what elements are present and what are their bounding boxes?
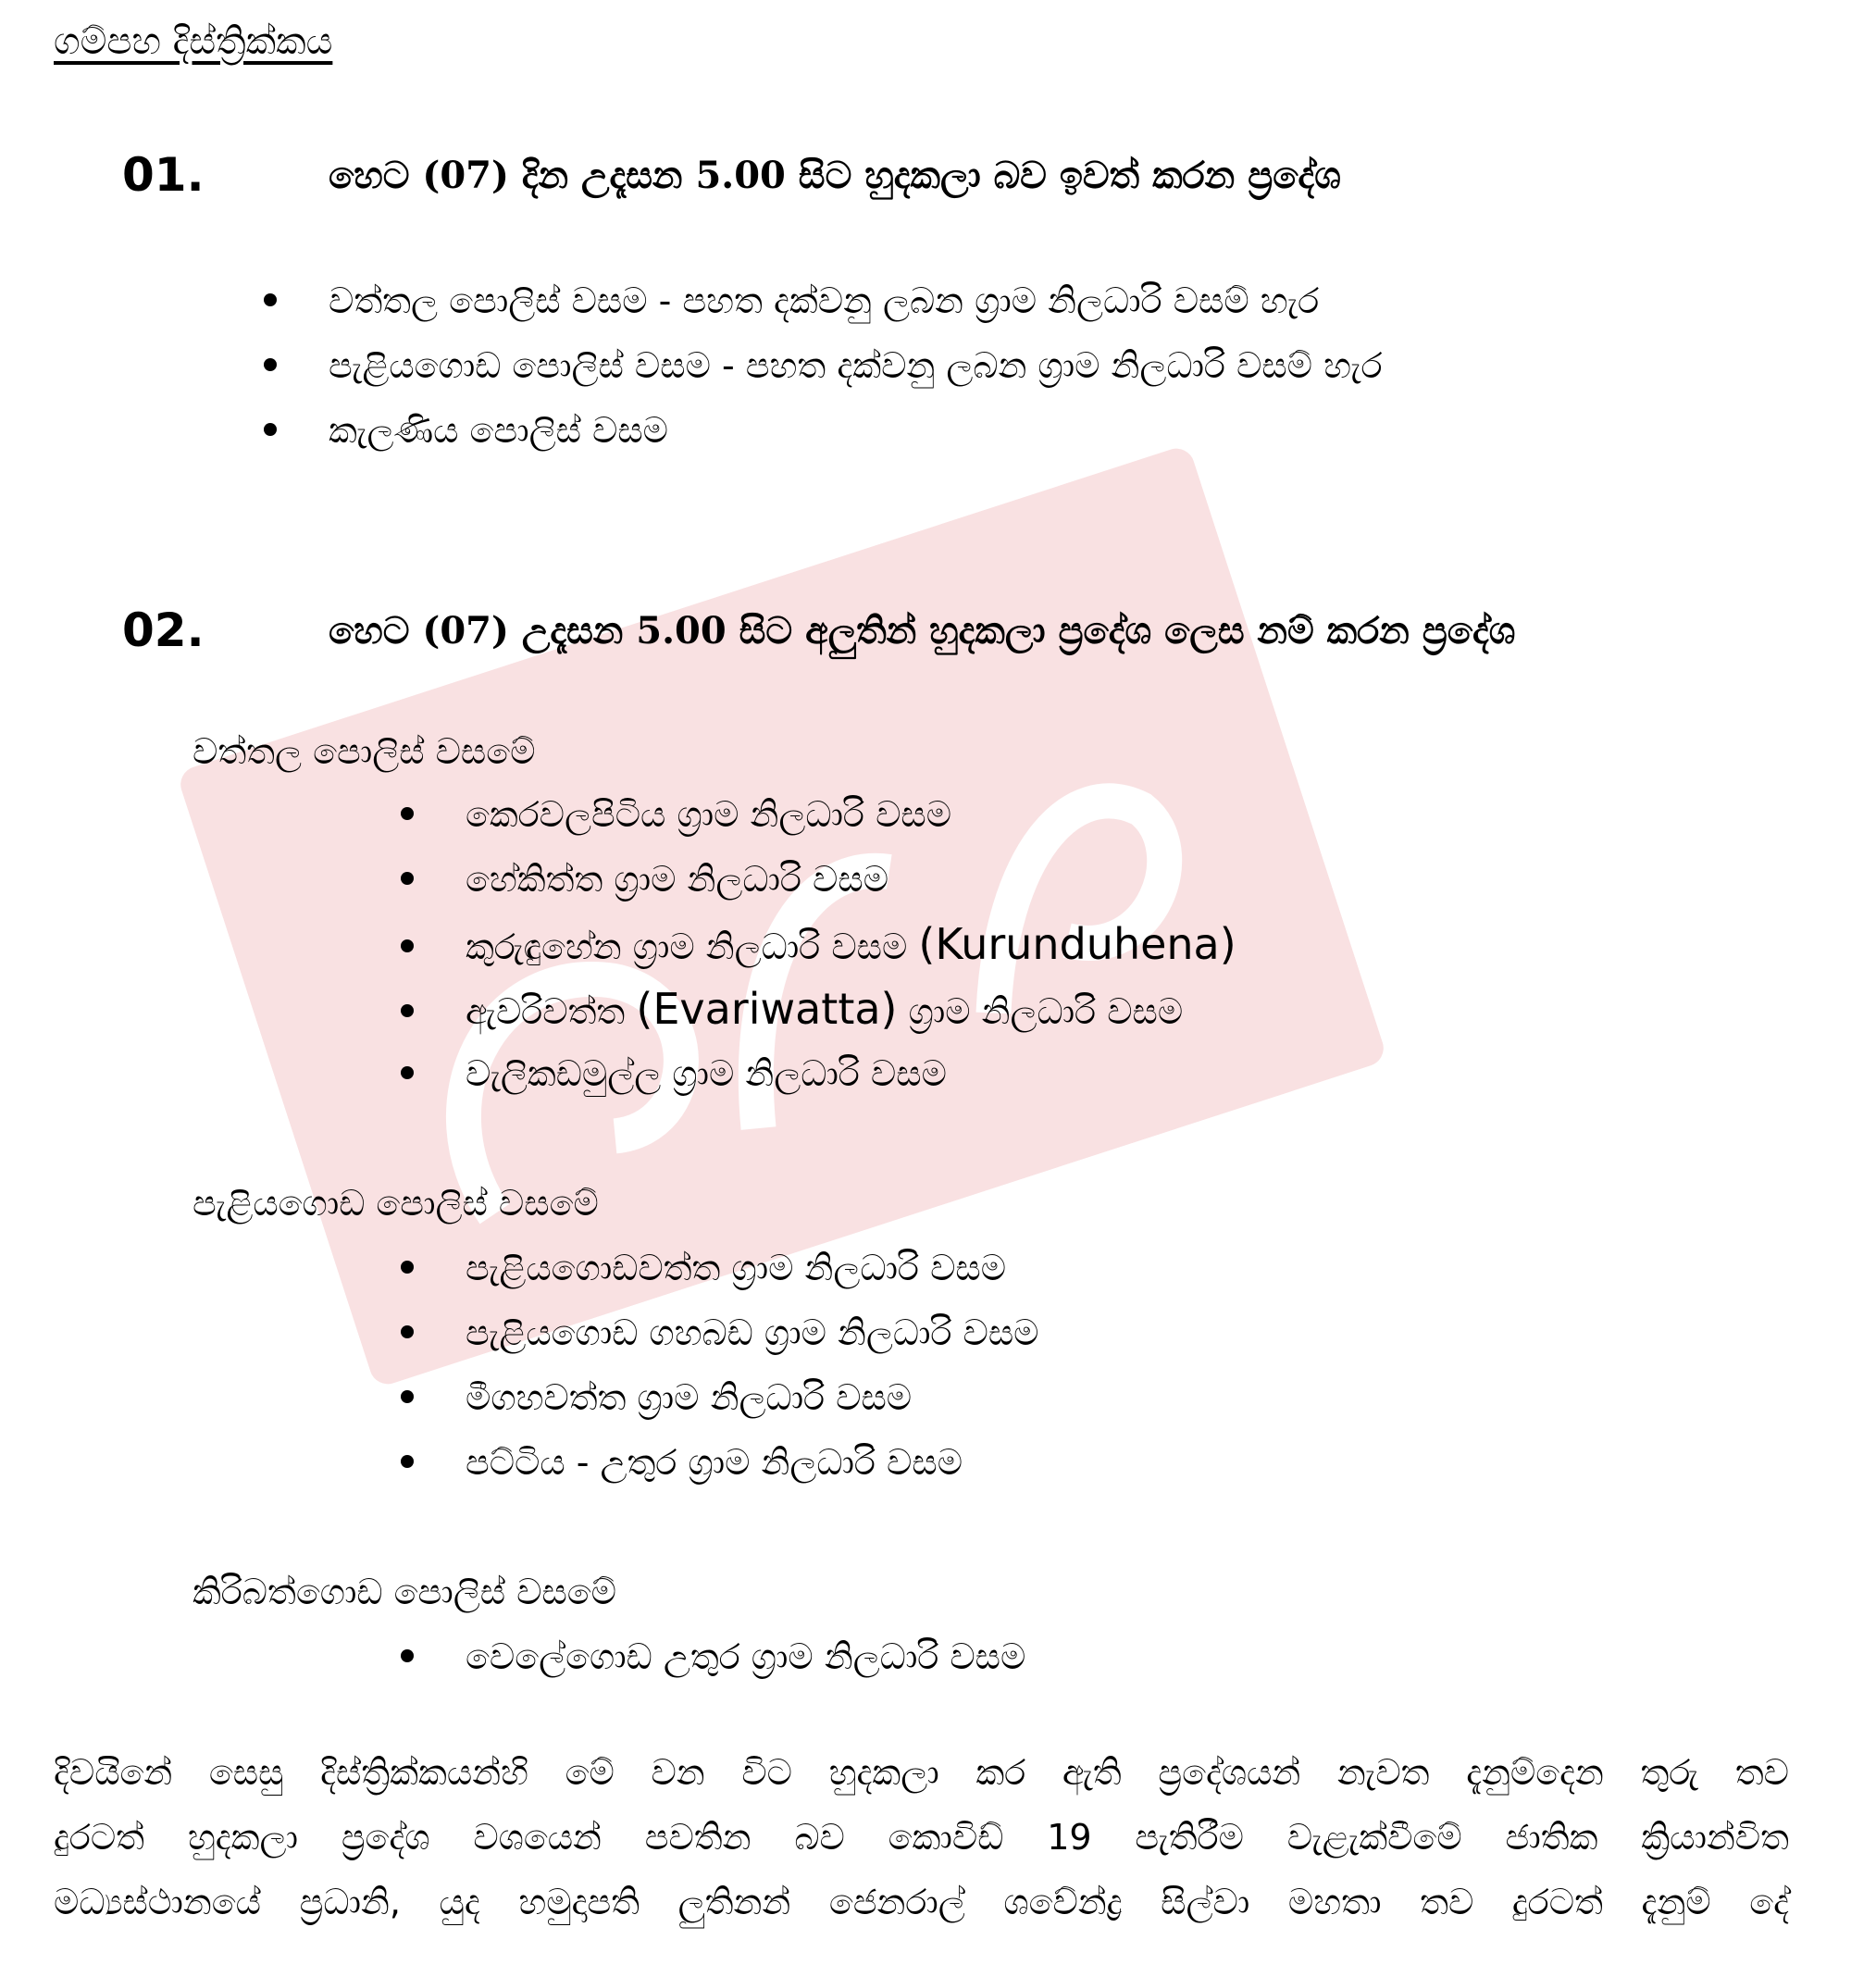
bullet-icon bbox=[264, 293, 277, 306]
list-item: ඇවරිවත්ත (Evariwatta) ග්‍රාම නිලධාරි වසම bbox=[401, 984, 1183, 1035]
police-area-subheading: වත්තල පොලිස් වසමේ bbox=[193, 731, 536, 772]
list-item: මීගහවත්ත ග්‍රාම නිලධාරි වසම bbox=[401, 1377, 912, 1420]
list-item: පට්ටිය - උතුර ග්‍රාම නිලධාරි වසම bbox=[401, 1442, 963, 1485]
list-item: වත්තල පොලිස් වසම - පහත දක්වනු ලබන ග්‍රාම නිලධාරි වසම් හැර bbox=[264, 280, 1319, 323]
bullet-icon bbox=[401, 1390, 414, 1403]
list-item: කුරුඳුහේන ග්‍රාම නිලධාරි වසම (Kurunduhena) bbox=[401, 919, 1236, 970]
list-item: පැළියගොඩ ගහබඩ ග්‍රාම නිලධාරි වසම bbox=[401, 1312, 1039, 1355]
paragraph-line: මධ්‍යස්ථානයේ ප්‍රධානි, යුද හමුදාපති ලුතිනන් ජෙනරාල් ශවේන්ද්‍ර සිල්වා මහතා තව දුරටත් දැනුම් දේ bbox=[54, 1882, 1789, 1922]
section-number: 01. bbox=[122, 148, 205, 202]
district-title: ගම්පහ දිස්ත්‍රික්කය bbox=[54, 20, 333, 63]
section-heading: හෙට (07) දින උදෑසන 5.00 සිට හුදකලා බව ඉවත් කරන ප්‍රදේශ bbox=[329, 154, 1341, 197]
closing-paragraph bbox=[54, 1740, 1789, 1934]
list-item: පැළියගොඩ පොලිස් වසම - පහත දක්වනු ලබන ග්‍රාම නිලධාරි වසම් හැර bbox=[264, 345, 1383, 388]
paragraph-line: දුරටත් හුදකලා ප්‍රදේශ වශයෙන් පවතින බව කොවිඩ් 19 පැතිරීම වැළැක්වීමේ ජාතික ක්‍රියාන්විත bbox=[54, 1817, 1789, 1858]
bullet-icon bbox=[401, 872, 414, 885]
section-heading: හෙට (07) උදෑසන 5.00 සිට අලුතින් හුදකලා ප්‍රදේශ ලෙස නම් කරන ප්‍රදේශ bbox=[329, 609, 1516, 653]
bullet-icon bbox=[401, 807, 414, 820]
bullet-icon bbox=[401, 1261, 414, 1274]
list-item: පැළියගොඩවත්ත ග්‍රාම නිලධාරි වසම bbox=[401, 1248, 1006, 1290]
bullet-icon bbox=[401, 1649, 414, 1662]
list-item: කැලණිය පොලිස් වසම bbox=[264, 410, 668, 453]
section-number: 02. bbox=[122, 603, 205, 657]
list-item: කෙරවලපිටිය ග්‍රාම නිලධාරි වසම bbox=[401, 794, 951, 837]
bullet-icon bbox=[401, 1004, 414, 1017]
list-item: වැලිකඩමුල්ල ග්‍රාම නිලධාරි වසම bbox=[401, 1053, 947, 1096]
police-area-subheading: කිරිබත්ගොඩ පොලිස් වසමේ bbox=[193, 1572, 616, 1612]
paragraph-line: දිවයිනේ සෙසු දිස්ත්‍රික්කයන්හි මේ වන විට හුදකලා කර ඇති ප්‍රදේශයන් නැවත දැනුම්දෙන තුරු තව bbox=[54, 1752, 1789, 1793]
list-item: හේකිත්ත ග්‍රාම නිලධාරි වසම bbox=[401, 859, 888, 901]
police-area-subheading: පැළියගොඩ පොලිස් වසමේ bbox=[193, 1183, 599, 1224]
bullet-icon bbox=[401, 1325, 414, 1338]
bullet-icon bbox=[264, 358, 277, 371]
list-item: වෙලේගොඩ උතුර ග්‍රාම නිලධාරි වසම bbox=[401, 1636, 1025, 1679]
bullet-icon bbox=[401, 939, 414, 952]
bullet-icon bbox=[264, 423, 277, 436]
bullet-icon bbox=[401, 1455, 414, 1468]
bullet-icon bbox=[401, 1066, 414, 1079]
